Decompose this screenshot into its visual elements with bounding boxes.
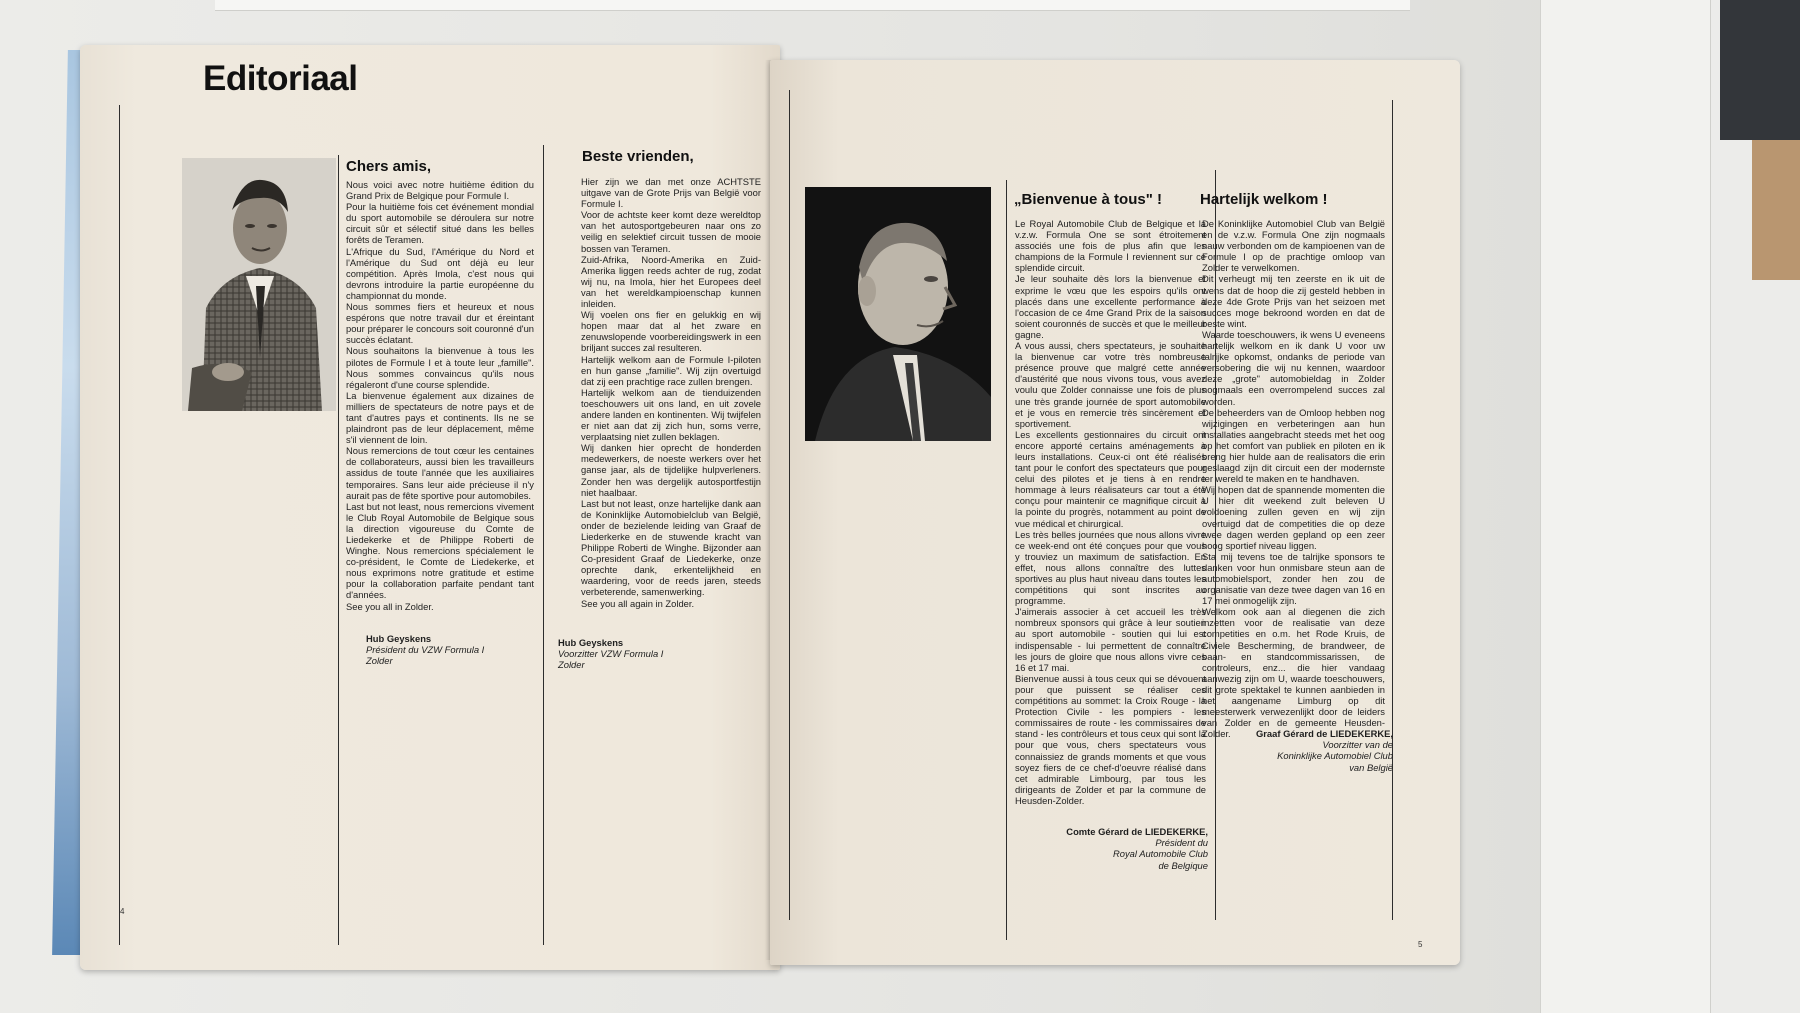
paragraph: Wij hopen dat de spannende momenten die U hier dit weekend zult beleven U voldoening zullen geven en wij zijn overtuigd dat de competities die op deze twee dagen werden gepland op een zeer hoog sportief niveau liggen. [1202,484,1385,551]
paragraph: Je leur souhaite dès lors la bienvenue et exprime le vœu que les espoirs qu'ils ont placés dans une excellente performance à l'occasion de ce 4me Grand Prix de la saison soient couronnés de succès et que le meilleur gagne. [1015,273,1206,340]
paragraph: A vous aussi, chers spectateurs, je souhaite la bienvenue car votre très nombreuse présence prouve que malgré cette année d'austérité que nous vivons tous, vous avez voulu que Zolder connaisse une fois de plus une très grande journée de sport automobile et je vous en remercie très sincèrement et sportivement. [1015,340,1206,429]
dutch-signature [558,637,663,671]
portrait-photo-hub-geyskens [182,158,336,411]
paragraph: Pour la huitième fois cet événement mondial du sport automobile se déroulera sur notre circuit sûr et sélectif situé dans les belles forêts de Teramen. [346,201,534,246]
signature-role: Président du [1155,837,1208,849]
signature-role: de Belgique [1158,859,1208,871]
page-number-left: 4 [120,907,125,916]
dark-object [1720,0,1800,140]
portrait-photo-comte-de-liedekerke [805,187,991,441]
paragraph: Hartelijk welkom aan de Formule I-piloten en hun ganse „familie". Wij zijn overtuigd dat zij een prachtige race zullen brengen. [581,353,761,387]
signature-role: Koninklijke Automobiel Club [1277,750,1393,762]
signature-place: Zolder [558,659,585,671]
paragraph: Nous remercions de tout cœur les centaines de collaborateurs, aussi bien les travailleurs assidus de toute l'année que les auxiliaires temporaires. Sans leur aide précieuse il n'y aurait pas de fête sportive pour automobiles. [346,445,534,501]
paragraph: Sta mij tevens toe de talrijke sponsors te danken voor hun onmisbare steun aan de automobielsport, zonder hen zou de organisatie van deze twee dagen van 16 en 17 mei onmogelijk zijn. [1202,550,1385,607]
page-title: Editoriaal [203,59,358,98]
signature-name: Graaf Gérard de LIEDEKERKE, [1255,728,1393,739]
signature-name: Hub Geyskens [366,633,432,644]
column-heading-dutch: Beste vrienden, [582,148,694,165]
column-rule-middle [338,155,339,945]
paragraph: Waarde toeschouwers, ik wens U eveneens hartelijk welkom en ik dank U voor uw talrijke opkomst, ondanks de periode van versobering die wij nu kennen, waardoor deze „grote" automobieldag in Zolder nogmaals een overrompelend succes zal worden. [1202,328,1385,407]
paragraph: Les très belles journées que nous allons vivre ce week-end ont été conçues pour que vous y trouviez un maximum de satisfaction. En effet, nous allons connaître des luttes sportives au plus haut niveau dans toutes les compétitions qui sont inscrites au programme. [1015,528,1206,607]
signature-role: Voorzitter van de [1322,739,1393,751]
paragraph: Hartelijk welkom aan de tienduizenden toeschouwers uit ons land, en uit zovele andere landen en kontinenten. Wij twijfelen er niet aan dat zij zich hun, soms verre, verplaatsing niet zullen beklagen. [581,386,761,443]
paragraph: De Koninklijke Automobiel Club van België en de v.z.w. Formula One zijn nogmaals nauw verbonden om de kampioenen van de Formule I op de prachtige omloop van Zolder te verwelkomen. [1202,218,1385,274]
signature-name: Hub Geyskens [558,637,624,648]
left-page [80,45,780,970]
french-editorial-text [346,179,534,663]
paragraph: Last but not least, nous remercions vivement le Club Royal Automobile de Belgique sous la direction vigoureuse du Comte de Liedekerke et de Philippe Roberti de Winghe. Nous remercions spécialement le co-président, le Comte de Liedekerke, et nous exprimons notre gratitude et estime pour la collaboration parfaite pendant tant d'années. [346,500,534,601]
paragraph: Dit verheugt mij ten zeerste en ik uit de wens dat de hoop die zij gesteld hebben in deze 4de Grote Prijs van het seizoen met succes moge bekroond worden en dat de beste wint. [1202,273,1385,329]
signature-role: Président du VZW Formula I [366,644,485,656]
paragraph: Nous sommes fiers et heureux et nous espérons que notre travail dur et éreintant pour préparer le concours soit couronné d'un succès éclatant. [346,301,534,346]
paragraph: See you all in Zolder. [346,600,434,612]
french-signature [366,633,484,667]
signature-role: Royal Automobile Club [1112,848,1208,860]
column-rule-left [119,105,120,945]
signature-role: van België [1349,761,1393,773]
paragraph: Nous souhaitons la bienvenue à tous les pilotes de Formule I et à toute leur „famille". Nous sommes convaincus qu'ils nous régaleront d'une course splendide. [346,345,534,390]
column-heading-french: „Bienvenue à tous" ! [1014,191,1162,208]
portrait-illustration [182,158,336,411]
column-rule-center [543,145,544,945]
paragraph: Les excellents gestionnaires du circuit ont encore apporté certains aménagements à leurs installations. Ceux-ci ont été réalisés tant pour le confort des spectateurs que pour celui des pilotes et je tiens à en rendre hommage à leurs réalisateurs car tout a été conçu pour maintenir ce magnifique circuit à la pointe du progrès, notamment au point de vue médical et chirurgical. [1015,428,1206,529]
portrait-illustration [805,187,991,441]
column-heading-dutch: Hartelijk welkom ! [1200,191,1328,208]
paragraph: De beheerders van de Omloop hebben nog wijzigingen en verbeteringen aan hun installaties aangebracht steeds met het oog op het comfort van publiek en piloten en ik breng hier hulde aan de realisators die erin geslaagd zijn dit circuit een der modernste ter wereld te maken en te handhaven. [1202,406,1385,485]
right-page [770,60,1460,965]
paragraph: Nous voici avec notre huitième édition du Grand Prix de Belgique pour Formule I. [346,179,534,202]
french-signature [1015,826,1208,871]
paragraph: Wij danken hier oprecht de honderden medewerkers, de noeste werkers over het ganse jaar, als de tijdelijke hulpverleners. Zonder hen was dergelijk autosportfestijn niet haalbaar. [581,442,761,498]
column-rule-middle [1006,180,1007,940]
paragraph: Hier zijn we dan met onze ACHTSTE uitgave van de Grote Prijs van België voor Formule I. [581,176,761,210]
paragraph: See you all again in Zolder. [581,597,695,609]
paragraph: L'Afrique du Sud, l'Amérique du Nord et l'Amérique du Sud ont déjà eu leur compétition. Après Imola, c'est nous qui devrons introduire la partie européenne du championnat du monde. [346,245,534,301]
column-heading-french: Chers amis, [346,158,432,175]
paragraph: Bienvenue aussi à tous ceux qui se dévouent pour que puissent se réaliser ces compétitions au sommet: la Croix Rouge - la Protection Civile - les pompiers - les commissaires de route - les commissaires de stand - les contrôleurs et tous ceux qui sont là pour que vous, chers spectateurs vous connaissiez de grands moments et que vous soyez fiers de ce chef-d'oeuvre réalisé dans cet admirable Limbourg, par tous les dirigeants de Zolder et par la commune de Heusden-Zolder. [1015,672,1206,806]
column-rule-right [1392,100,1393,920]
dutch-welcome-text [1202,218,1385,786]
signature-name: Comte Gérard de LIEDEKERKE, [1066,826,1208,837]
dutch-editorial-text [581,176,761,667]
french-welcome-text [1015,218,1206,814]
paragraph: La bienvenue également aux dizaines de milliers de spectateurs de notre pays et de tant d'autres pays et continents. Ils ne se plaindront pas de leur déplacement, même s'il viennent de loin. [346,389,534,446]
cardboard-piece [1752,140,1800,280]
paragraph: Le Royal Automobile Club de Belgique et la v.z.w. Formula One se sont étroitement associés une fois de plus afin que les champions de la Formule I reviennent sur ce splendide circuit. [1015,218,1206,274]
paragraph: J'aimerais associer à cet accueil les très nombreux sponsors qui grâce à leur soutien au sport automobile - soutien qui lui est indispensable - lui permettent de connaître les jours de gloire que nous allons vivre ces 16 et 17 mai. [1015,606,1206,673]
paragraph: Welkom ook aan al diegenen die zich inzetten voor de realisatie van deze competities en o.m. het Rode Kruis, de Civiele Bescherming, de brandweer, de baan- en standcommissarissen, de controleurs, enz... die hier vandaag aanwezig zijn om U, waarde toeschouwers, dit grote spektakel te kunnen aanbieden in het aangename Limburg op dit meesterwerk verwezenlijkt door de leiders van Zolder en de gemeente Heusden-Zolder. [1202,606,1385,740]
paragraph: Voor de achtste keer komt deze wereldtop van het autosportgebeuren naar ons zo veilig en selektief circuit tussen de mooie bossen van Teramen. [581,209,761,254]
paragraph: Wij voelen ons fier en gelukkig en wij hopen maar dat al het zware en zenuwslopende voorbereidingswerk in een briljant succes zal resulteren. [581,309,761,354]
page-number-right: 5 [1418,940,1423,949]
signature-role: Voorzitter VZW Formula I [558,648,664,660]
column-rule-left [789,90,790,920]
paragraph: Last but not least, onze hartelijke dank aan de Koninklijke Automobielclub van België, onder de bezielende leiding van Graaf de Liederkerke en de stuwende kracht van Philippe Roberti de Winghe. Bijzonder aan Co-president Graaf de Liedekerke, onze oprechte dank, erkentelijkheid en waardering, voor de reeds jaren, steeds verbeterende, samenwerking. [581,497,761,598]
signature-place: Zolder [366,655,393,667]
dutch-signature [1210,728,1393,773]
paragraph: Zuid-Afrika, Noord-Amerika en Zuid-Amerika liggen reeds achter de rug, zodat wij nu, na Imola, hier het Europees deel van het wereldkampioenschap kunnen inleiden. [581,253,761,310]
paper-sheet-edge [215,0,1410,11]
